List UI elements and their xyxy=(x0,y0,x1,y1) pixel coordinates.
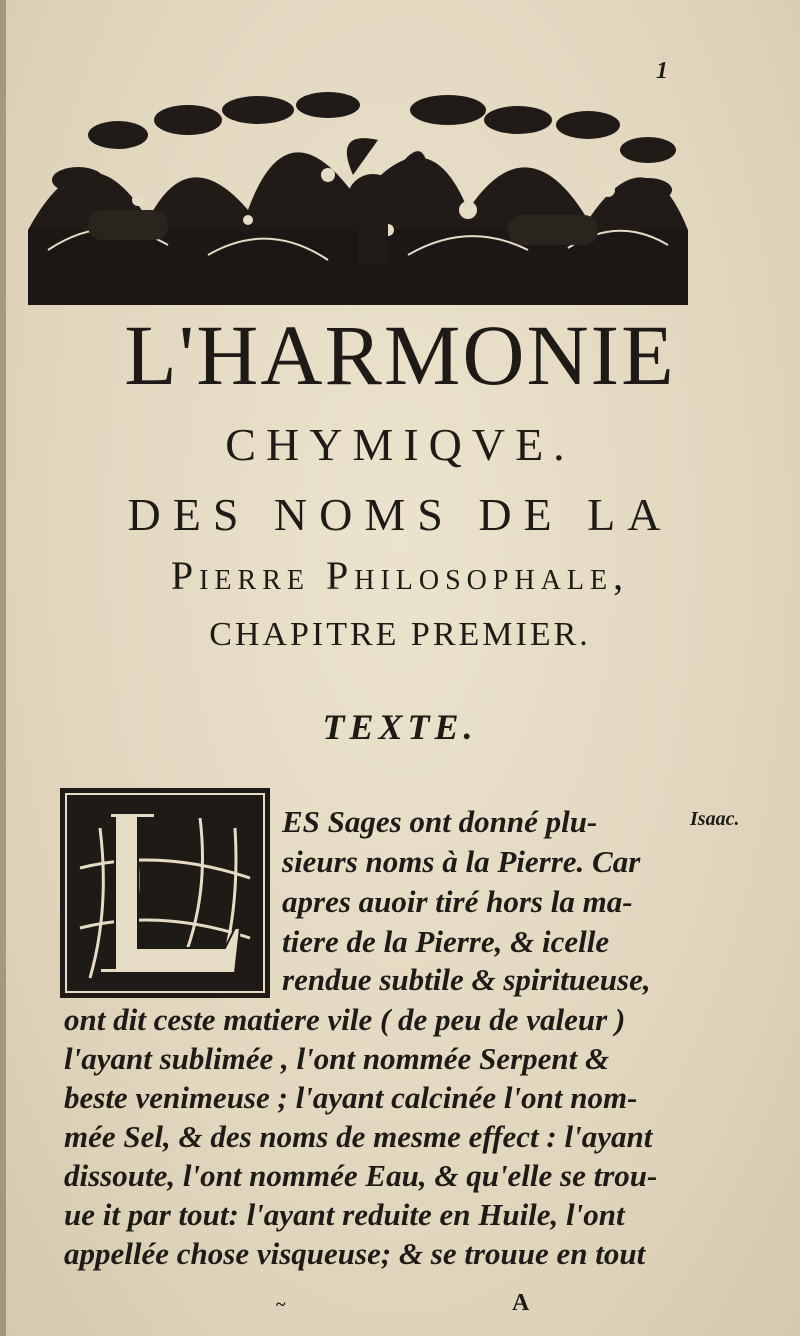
title-line-3: DES NOMS DE LA xyxy=(127,489,673,540)
signature-mark: A xyxy=(512,1290,530,1316)
text-line-12: appellée chose visqueuse; & se trouue en tout xyxy=(64,1236,646,1271)
text-line-2: sieurs noms à la Pierre. Car xyxy=(282,844,641,879)
text-line-10: dissoute, l'ont nommée Eau, & qu'elle se trou- xyxy=(64,1158,658,1193)
title-line-2: CHYMIQVE. xyxy=(225,419,575,470)
page-edge xyxy=(0,0,6,1336)
text-line-11: ue it par tout: l'ayant reduite en Huile, l'ont xyxy=(64,1197,625,1232)
text-line-4: tiere de la Pierre, & icelle xyxy=(282,924,610,959)
title-line-4: Pierre Philosophale, xyxy=(170,553,630,598)
title-line-1: L'HARMONIE xyxy=(124,307,676,403)
page-number: 1 xyxy=(656,58,668,84)
text-line-9: mée Sel, & des noms de mesme effect : l'ayant xyxy=(64,1119,653,1154)
text-line-8: beste venimeuse ; l'ayant calcinée l'ont nom- xyxy=(64,1080,638,1115)
text-line-6: ont dit ceste matiere vile ( de peu de valeur ) xyxy=(64,1002,626,1037)
margin-note: Isaac. xyxy=(690,808,740,830)
text-line-3: apres auoir tiré hors la ma- xyxy=(282,884,633,919)
chapter-heading: CHAPITRE PREMIER. xyxy=(209,616,591,653)
catchword-mark: ~ xyxy=(276,1294,286,1314)
decorated-initial-L xyxy=(60,788,270,998)
section-heading: TEXTE. xyxy=(322,707,478,747)
text-line-7: l'ayant sublimée , l'ont nommée Serpent & xyxy=(64,1041,610,1076)
woodcut-headpiece xyxy=(28,80,688,305)
text-line-5: rendue subtile & spiritueuse, xyxy=(282,962,651,997)
text-line-1: ES Sages ont donné plu- xyxy=(282,804,598,839)
